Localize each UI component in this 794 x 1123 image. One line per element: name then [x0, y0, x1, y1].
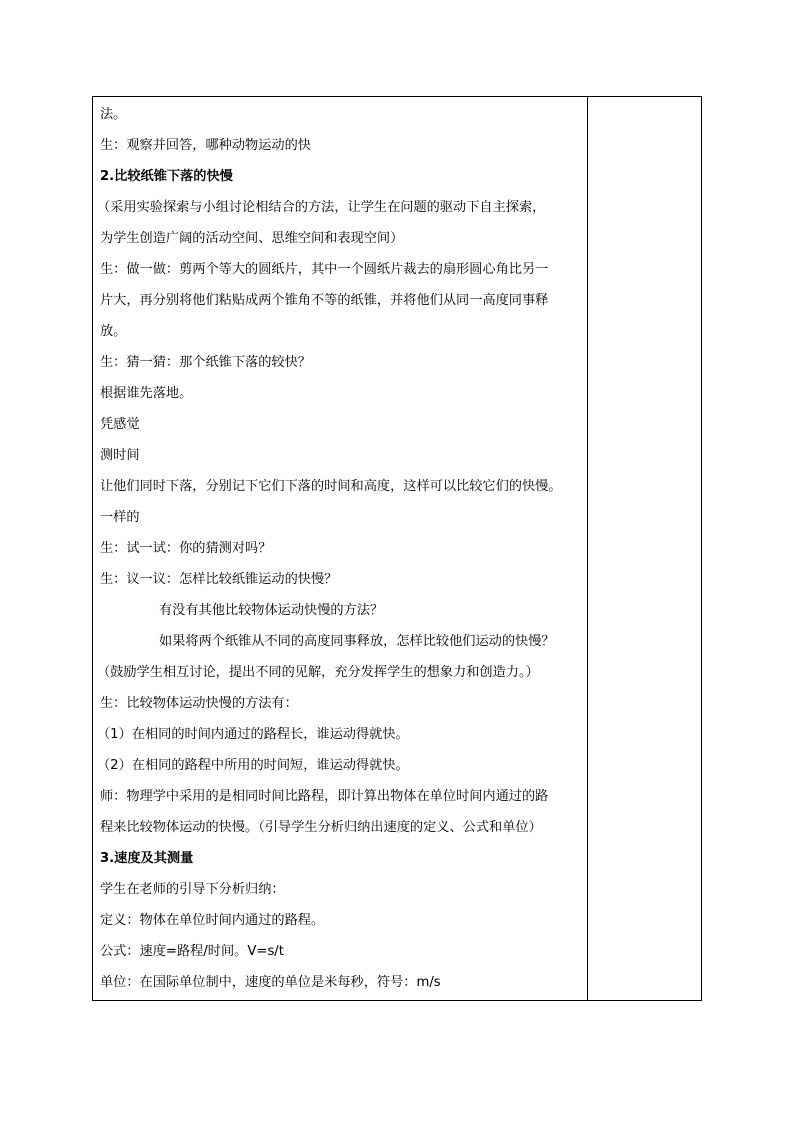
text-line: 为学生创造广阔的活动空间、思维空间和表现空间） [100, 231, 404, 246]
text-line: （1）在相同的时间内通过的路程长，谁运动得就快。 [97, 727, 409, 742]
text-line: 片大，再分别将他们粘贴成两个锥角不等的纸锥，并将他们从同一高度同事释 [100, 293, 549, 308]
text-line: 生：试一试：你的猜测对吗？ [100, 541, 272, 556]
text-line: （鼓励学生相互讨论，提出不同的见解，充分发挥学生的想象力和创造力。） [97, 665, 539, 680]
text-line: 生：议一议：怎样比较纸锥运动的快慢？ [100, 572, 338, 587]
text-line: 根据谁先落地。 [100, 386, 193, 401]
text-line: 如果将两个纸锥从不同的高度同事释放，怎样比较他们运动的快慢？ [159, 634, 555, 649]
text-line: 生：比较物体运动快慢的方法有： [100, 696, 298, 711]
text-line: 程来比较物体运动的快慢。（引导学生分析归纳出速度的定义、公式和单位） [100, 820, 542, 835]
text-line: （采用实验探索与小组讨论相结合的方法，让学生在问题的驱动下自主探索， [97, 200, 546, 215]
text-line: 师：物理学中采用的是相同时间比路程，即计算出物体在单位时间内通过的路 [100, 789, 549, 804]
text-line: 放。 [100, 324, 127, 339]
text-line: （2）在相同的路程中所用的时间短，谁运动得就快。 [97, 758, 409, 773]
text-line: 生：做一做：剪两个等大的圆纸片，其中一个圆纸片裁去的扇形圆心角比另一 [100, 262, 549, 277]
section-heading: 2.比较纸锥下落的快慢 [100, 169, 233, 184]
text-line: 单位：在国际单位制中，速度的单位是米每秒，符号：m/s [100, 975, 441, 990]
table-column-divider [587, 97, 588, 1000]
lesson-content-cell [97, 99, 586, 998]
text-line: 定义：物体在单位时间内通过的路程。 [100, 913, 325, 928]
section-heading: 3.速度及其测量 [100, 851, 194, 866]
text-line: 一样的 [100, 510, 140, 525]
text-line: 生：观察并回答，哪种动物运动的快 [100, 138, 311, 153]
text-line: 让他们同时下落，分别记下它们下落的时间和高度，这样可以比较它们的快慢。 [100, 479, 562, 494]
text-line: 凭感觉 [100, 417, 140, 432]
text-line: 有没有其他比较物体运动快慢的方法？ [159, 603, 384, 618]
text-line: 测时间 [100, 448, 140, 463]
text-line: 生：猜一猜：那个纸锥下落的较快？ [100, 355, 311, 370]
text-line: 公式：速度=路程/时间。V=s/t [100, 944, 284, 959]
text-line: 法。 [100, 107, 127, 122]
text-line: 学生在老师的引导下分析归纳： [100, 882, 285, 897]
